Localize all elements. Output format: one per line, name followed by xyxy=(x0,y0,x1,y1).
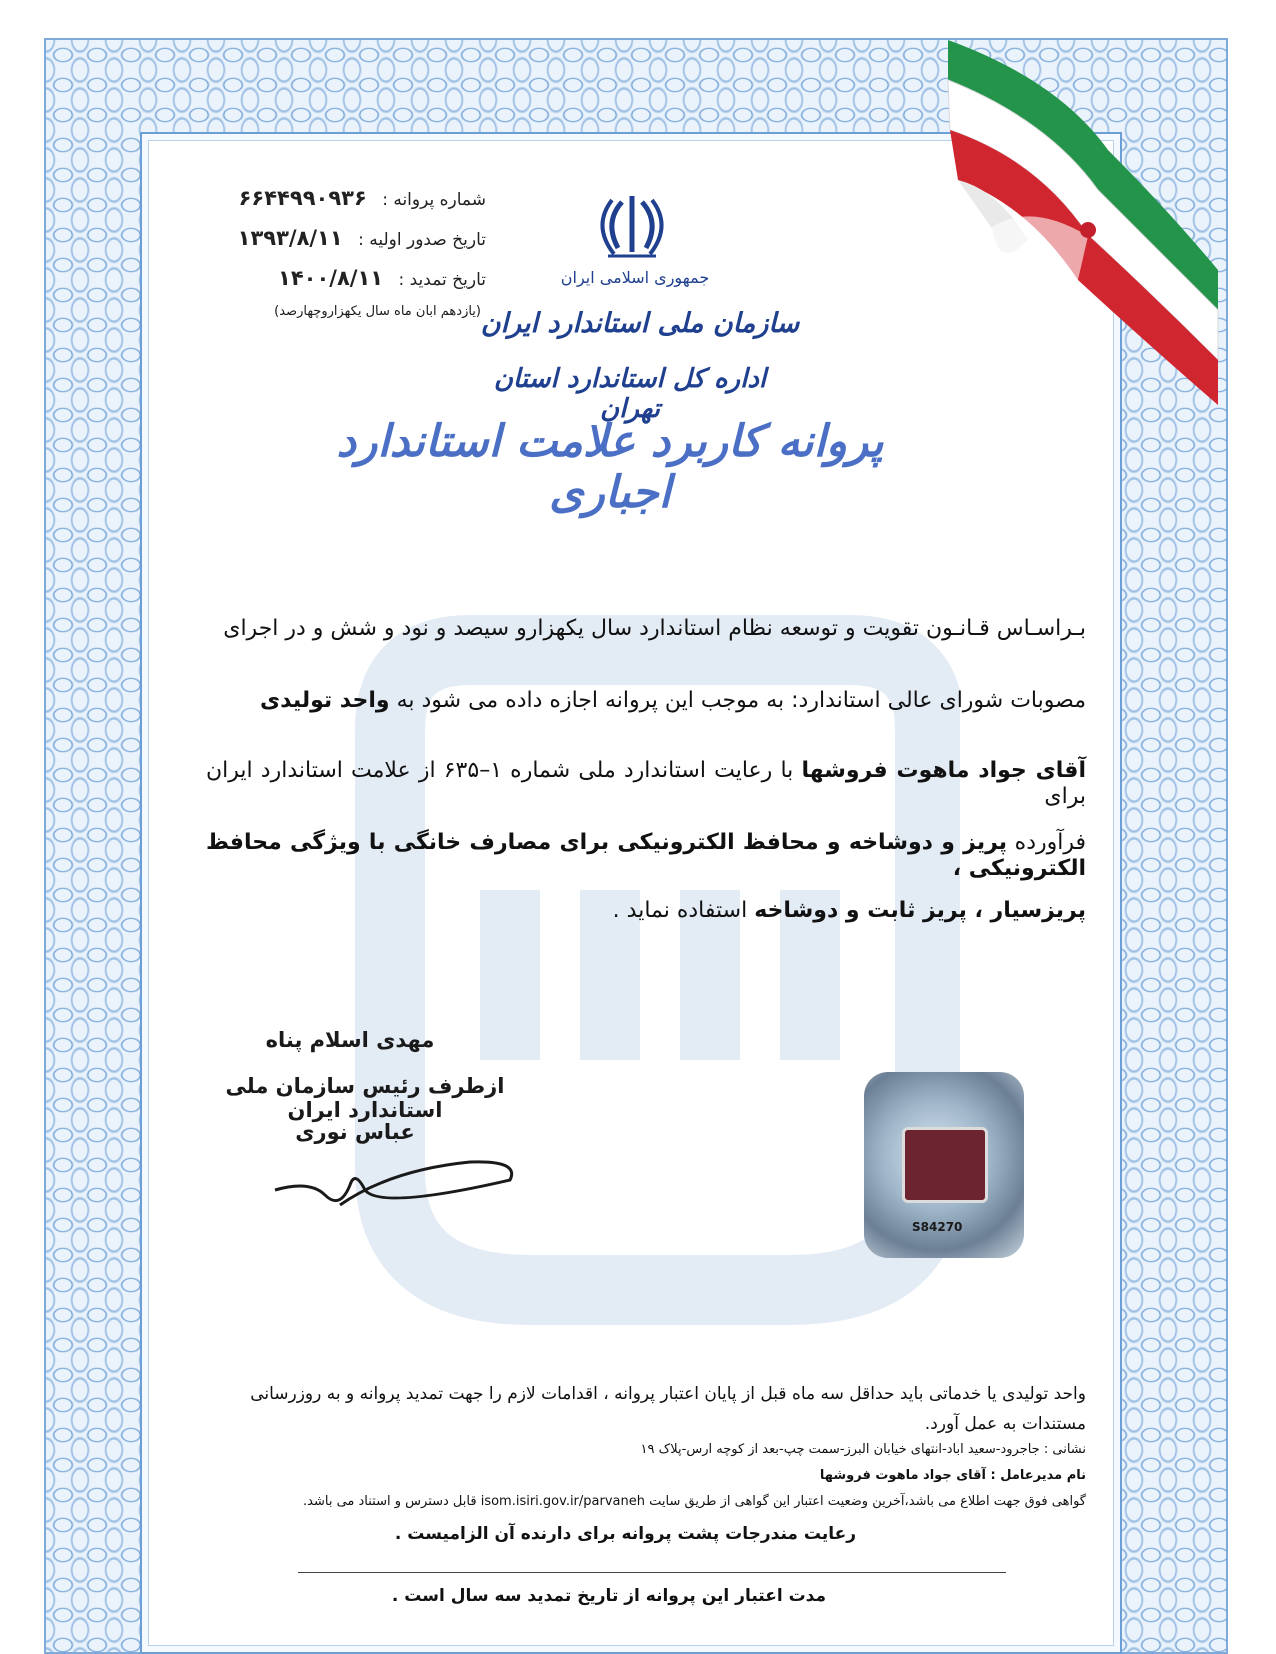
body-line-1-a: بـراسـاس قـانـون تقویت و توسعه نظام استاندارد xyxy=(639,616,1086,641)
department-name: اداره کل استاندارد استان تهران xyxy=(493,364,767,424)
validity-period: مدت اعتبار این پروانه از تاریخ تمدید سه سال است . xyxy=(391,1586,826,1606)
renewal-date-label: تاریخ تمدید : xyxy=(398,270,486,290)
body-line-3 xyxy=(206,758,1086,811)
renewal-date-words: (یازدهم ابان ماه سال یکهزاروچهارصد) xyxy=(274,304,481,319)
license-number-label: شماره پروانه : xyxy=(382,190,486,210)
product-description: پریز و دوشاخه و محافظ الکترونیکی برای مصارف خانگی با ویژگی محافظ الکترونیکی ، xyxy=(206,830,1086,882)
license-number-row xyxy=(156,186,486,210)
body-line-1 xyxy=(206,616,1086,642)
license-number: ۶۶۴۴۹۹۰۹۳۶ xyxy=(238,186,367,210)
signatory-title: ازطرف رئیس سازمان ملی استاندارد ایران xyxy=(225,1074,505,1122)
address: نشانی : جاجرود-سعید اباد-انتهای خیابان البرز-سمت چپ-بعد از کوچه ارس-پلاک ۱۹ xyxy=(640,1442,1086,1457)
compliance-note: رعایت مندرجات پشت پروانه برای دارنده آن الزامیست . xyxy=(394,1524,856,1544)
iran-emblem-icon xyxy=(594,192,670,262)
footer-divider xyxy=(298,1572,1006,1573)
body-line-4-a: فرآورده xyxy=(1014,830,1087,855)
body-line-1-b: سال یکهزارو سیصد و نود و شش و در اجرای xyxy=(223,616,633,641)
product-types: پریزسیار ، پریز ثابت و دوشاخه xyxy=(754,898,1086,923)
signatory-deputy-name: عباس نوری xyxy=(295,1120,415,1144)
renewal-notice-line-1: واحد تولیدی یا خدماتی باید حداقل سه ماه قبل از پایان اعتبار پروانه ، اقدامات لازم را جهت تمدید پروانه و به روزرسانی xyxy=(250,1384,1086,1404)
issue-date: ۱۳۹۳/۸/۱۱ xyxy=(237,226,343,250)
renewal-date-row xyxy=(156,266,486,290)
signatory-name: مهدی اسلام پناه xyxy=(265,1028,435,1052)
body-line-4 xyxy=(206,830,1086,883)
republic-label: جمهوری اسلامی ایران xyxy=(560,268,710,287)
hologram-serial: S84270 xyxy=(912,1220,963,1234)
renewal-notice-line-2: مستندات به عمل آورد. xyxy=(924,1414,1086,1434)
body-line-2 xyxy=(206,688,1086,714)
body-line-5 xyxy=(206,898,1086,924)
validity-info: گواهی فوق جهت اطلاع می باشد،آخرین وضعیت اعتبار این گواهی از طریق سایت isom.isiri.gov.ir/parvaneh قابل دسترس و استناد می باشد. xyxy=(303,1494,1086,1509)
isiri-hologram-seal xyxy=(864,1072,1024,1258)
issue-date-label: تاریخ صدور اولیه : xyxy=(358,230,486,250)
isiri-logo-icon xyxy=(902,1127,988,1203)
manager-name: نام مدیرعامل : آقای جواد ماهوت فروشها xyxy=(819,1468,1086,1483)
handwritten-signature-icon xyxy=(270,1150,520,1230)
issue-date-row xyxy=(156,226,486,250)
document-title: پروانه کاربرد علامت استاندارد اجباری xyxy=(336,416,884,518)
body-line-5-b: استفاده نماید . xyxy=(612,898,748,923)
organization-name: سازمان ملی استاندارد ایران xyxy=(480,308,800,339)
body-line-2-b: واحد تولیدی xyxy=(259,688,390,713)
iran-flag-ribbon-icon xyxy=(938,40,1228,430)
body-line-2-a: مصوبات شورای عالی استاندارد: به موجب این پروانه اجازه داده می شود به xyxy=(396,688,1086,713)
body-line-3-b: با رعایت استاندارد ملی شماره ۱–۶۳۵ از علامت استاندارد ایران برای xyxy=(206,758,1086,810)
company-name: آقای جواد ماهوت فروشها xyxy=(801,758,1086,783)
renewal-date: ۱۴۰۰/۸/۱۱ xyxy=(278,266,384,290)
